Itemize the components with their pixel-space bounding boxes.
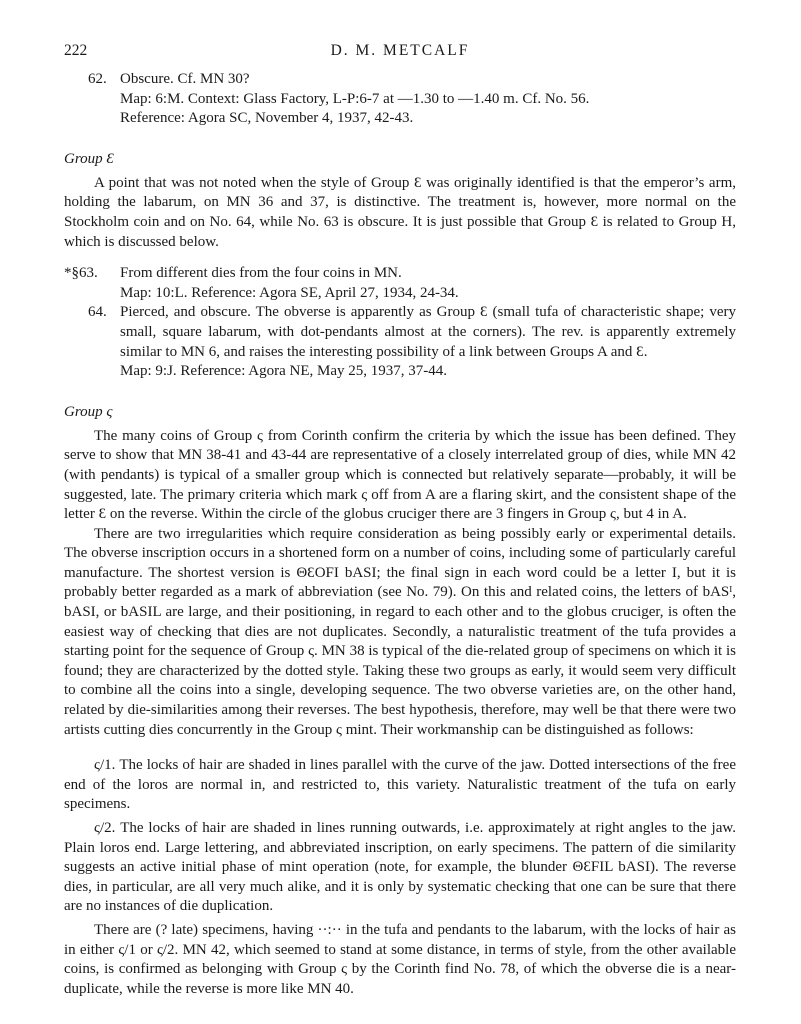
entry-number: 62. [88,71,107,87]
section-heading-group-s: Group ς [64,403,113,420]
page-number: 222 [64,42,88,59]
paragraph-late-specimens: There are (? late) specimens, having ··:·· in the tufa and pendants to the labarum, with the locks of hair as in either ς/1 or ς/2. MN 42, which seemed to stand at some distance, in terms of style, from the other available coins, is confirmed as belonging with Group ς by the Corinth find No. 78, of which the obverse die is a near-duplicate, while the reverse is more like MN 40. [64,921,736,997]
catalogue-entry-64 [64,303,736,381]
variety-s1: ς/1. The locks of hair are shaded in lines parallel with the curve of the jaw. Dotted intersections of the free end of the loros are normal in, and restricted to, this variety. Naturalistic treatment of the tufa on early specimens. [64,757,736,813]
paragraph-group-e: A point that was not noted when the style of Group Ɛ was originally identified is that the emperor’s arm, holding the labarum, on MN 36 and 37, is distinctive. The treatment is, however, more normal on the Stockholm coin and on No. 64, while No. 63 is obscure. It is just possible that Group Ɛ is related to Group H, which is discussed below. [64,174,736,250]
catalogue-entry-63 [64,264,736,303]
entry-map-context: Map: 6:M. Context: Glass Factory, L-P:6-7 at —1.30 to —1.40 m. Cf. No. 56. [120,90,590,107]
entry-description: From different dies from the four coins in MN. [120,265,402,282]
entry-number: *§63. [64,265,98,282]
paragraph-criteria: The many coins of Group ς from Corinth confirm the criteria by which the issue has been defined. They serve to show that MN 38-41 and 43-44 are representative of a closely interrelated group of dies, while MN 42 (with pendants) is typical of a smaller group which is connected but relatively separate—probably, it will be suggested, late. The primary criteria which mark ς off from A are a flaring skirt, and the consistent shape of the letter Ɛ on the reverse. Within the circle of the globus cruciger there are 3 fingers in Group ς, but 4 in A. [64,427,736,523]
entry-description: Obscure. Cf. MN 30? [120,71,250,87]
paragraph-irregularities: There are two irregularities which require consideration as being possibly early or experimental details. The obverse inscription occurs in a shortened form on a number of coins, including some of particularly careful manufacture. The shortest version is ΘƐOFI bASI; the final sign in each word could be a letter I, but it is probably better regarded as a mark of abbreviation (see No. 79). On this and related coins, the letters of bASᴵ, bASI, or bASIL are large, and their positioning, in regard to each other and to the globus cruciger, is often the easiest way of checking that dies are not duplicates. Secondly, a naturalistic treatment of the tufa provides a starting point for the sequence of Group ς. MN 38 is typical of the die-related group of specimens on which it is found; they are characterized by the dotted style. Taking these two groups as early, it would seem very difficult to combine all the coins into a single, developing sequence. The two obverse varieties are, on the other hand, related by die-similarities among their reverses. The best hypothesis, therefore, may well be that there were two artists cutting dies concurrently in the Group ς mint. Their workmanship can be distinguished as follows: [64,525,736,738]
entry-reference: Map: 9:J. Reference: Agora NE, May 25, 1937, 37-44. [120,363,448,380]
entry-reference: Reference: Agora SC, November 4, 1937, 42-43. [120,110,414,127]
section-heading-group-e: Group Ɛ [64,150,114,167]
page [64,42,736,999]
entry-reference: Map: 10:L. Reference: Agora SE, April 27, 1934, 24-34. [120,284,459,301]
entry-number: 64. [88,304,107,321]
variety-s2: ς/2. The locks of hair are shaded in lines running outwards, i.e. approximately at right angles to the jaw. Plain loros end. Large lettering, and abbreviated inscription, on early specimens. The pattern of die similarity suggests an active initial phase of mint operation (note, for example, the blunder ΘƐFIL bASI). The reverse dies, in particular, are all very much alike, and it is only by systematic checking that one can be sure that there are no instances of die duplication. [64,820,736,915]
catalogue-entry-62 [64,70,736,129]
entry-description: Pierced, and obscure. The obverse is apparently as Group Ɛ (small tufa of characteristic shape; very small, square labarum, with dot-pendants almost at the corners). The rev. is apparently extremely similar to MN 6, and raises the interesting possibility of a link between Groups A and Ɛ. [120,304,736,360]
page-header [64,42,736,68]
running-title: D. M. METCALF [330,42,470,59]
